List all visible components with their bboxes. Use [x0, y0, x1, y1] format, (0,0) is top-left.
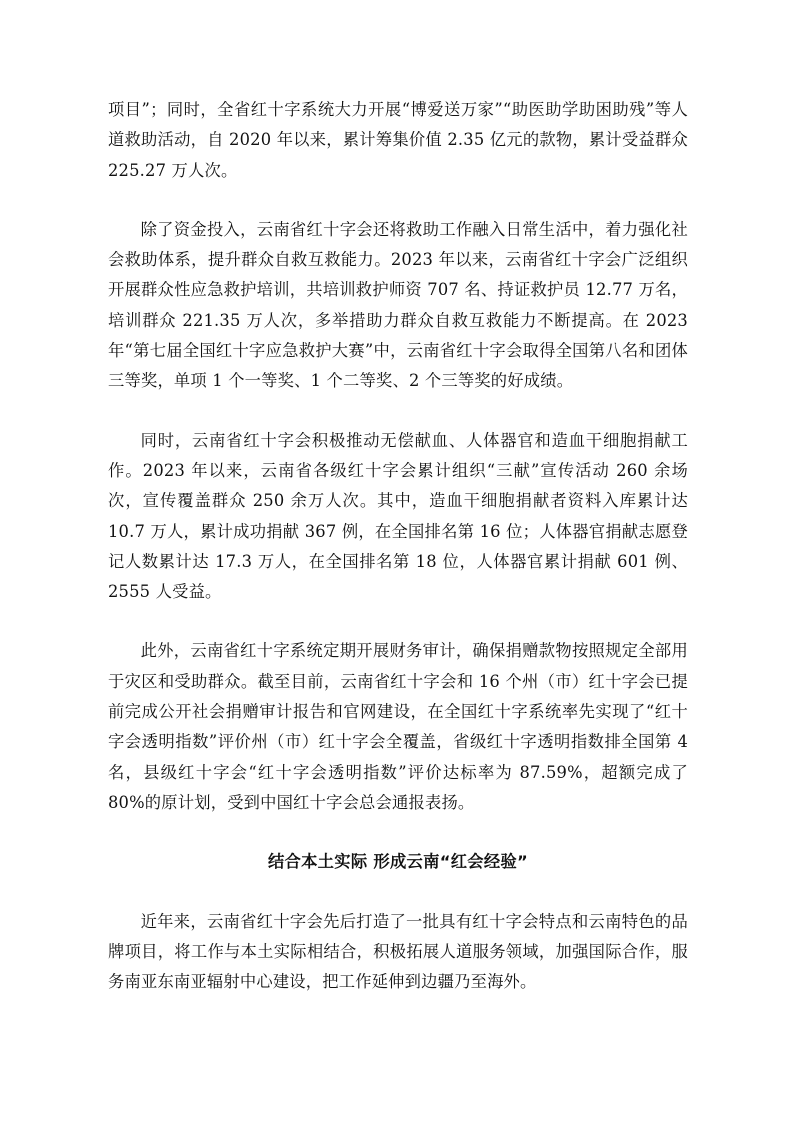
paragraph-gap: [108, 878, 688, 907]
paragraph-first-aid-training: 除了资金投入，云南省红十字会还将救助工作融入日常生活中，着力强化社会救助体系，提升群众自救互救能力。2023 年以来，云南省红十字会广泛组织开展群众性应急救护培训，共培训救护师资 707 名、持证救护员 12.77 万名，培训群众 221.35 万人次，多举措助力群众自救互救能力不断提高。在 2023 年“第七届全国红十字应急救护大赛”中，云南省红十字会取得全国第八名和团体三等奖，单项 1 个一等奖、1 个二等奖、2 个三等奖的好成绩。: [108, 219, 688, 391]
paragraph-gap: [108, 607, 688, 636]
section-heading: 结合本土实际 形成云南“红会经验”: [267, 852, 529, 872]
document-page: [108, 95, 688, 997]
paragraph-gap: [108, 186, 688, 215]
paragraph-gap: [108, 397, 688, 426]
paragraph-gap: [108, 818, 688, 847]
paragraph-donation-work: 同时，云南省红十字会积极推动无偿献血、人体器官和造血干细胞捐献工作。2023 年以来，云南省各级红十字会累计组织“三献”宣传活动 260 余场次，宣传覆盖群众 250 余万人次。其中，造血干细胞捐献者资料入库累计达 10.7 万人，累计成功捐献 367 例，在全国排名第 16 位；人体器官捐献志愿登记人数累计达 17.3 万人，在全国排名第 18 位，人体器官累计捐献 601 例、2555 人受益。: [108, 430, 688, 602]
paragraph-continuation: 项目”；同时，全省红十字系统大力开展“博爱送万家”“助医助学助困助残”等人道救助活动，自 2020 年以来，累计筹集价值 2.35 亿元的款物，累计受益群众 225.27 万人次。: [108, 100, 688, 180]
paragraph-financial-audit: 此外，云南省红十字系统定期开展财务审计，确保捐赠款物按照规定全部用于灾区和受助群众。截至目前，云南省红十字会和 16 个州（市）红十字会已提前完成公开社会捐赠审计报告和官网建设，在全国红十字系统率先实现了“红十字会透明指数”评价州（市）红十字会全覆盖，省级红十字透明指数排全国第 4 名，县级红十字会“红十字会透明指数”评价达标率为 87.59%，超额完成了 80%的原计划，受到中国红十字会总会通报表扬。: [108, 641, 688, 812]
paragraph-brand-projects: 近年来，云南省红十字会先后打造了一批具有红十字会特点和云南特色的品牌项目，将工作与本土实际相结合，积极拓展人道服务领域，加强国际合作，服务南亚东南亚辐射中心建设，把工作延伸到边疆乃至海外。: [108, 911, 688, 992]
